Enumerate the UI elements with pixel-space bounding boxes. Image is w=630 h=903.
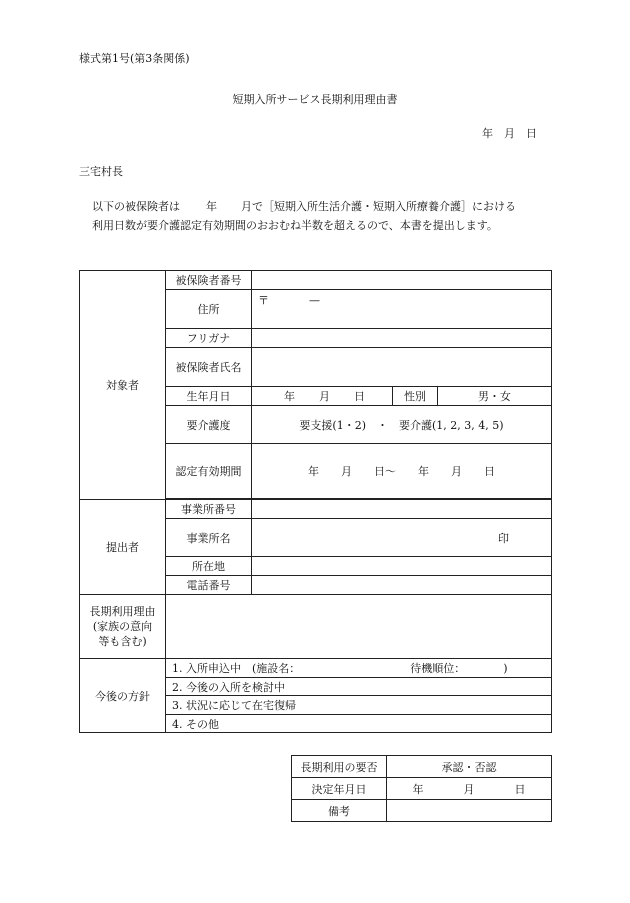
intro-line-2: 利用日数が要介護認定有効期間のおおむね半数を超えるので、本書を提出します。 [92,219,498,232]
row-remarks [292,800,552,822]
insured-name-label: 被保険者氏名 [166,348,252,387]
furigana-field[interactable] [252,329,552,348]
submitter-section-label: 提出者 [80,500,166,595]
reason-label [80,595,166,659]
reason-field[interactable] [166,595,552,659]
cert-period-value[interactable]: 年 月 日～ 年 月 日 [252,444,552,499]
intro-line-1 [92,198,516,214]
postal-dash: — [309,294,320,307]
office-number-input[interactable] [252,500,540,518]
insured-name-input[interactable] [252,358,540,376]
birthdate-sex-subtable [252,387,551,405]
row-policy-1 [80,659,552,678]
birthdate-field[interactable] [252,387,393,405]
reason-label-line2: (家族の意向 [92,620,153,633]
decision-date-label: 決定年月日 [292,778,387,800]
furigana-input[interactable] [252,329,540,347]
reason-label-line1: 長期利用理由 [89,605,156,618]
form-number: 様式第1号(第3条関係) [79,52,190,65]
row-insured-number [80,271,552,290]
policy-option-3[interactable]: 3. 状況に応じて在宅復帰 [166,696,552,715]
intro-text-a: 以下の被保険者は [92,200,180,213]
location-label: 所在地 [166,557,252,576]
birth-month: 月 [319,390,330,403]
policy-1-close: ) [503,662,508,675]
location-input[interactable] [252,557,540,575]
insured-number-label: 被保険者番号 [166,271,252,290]
office-number-label: 事業所番号 [166,500,252,519]
decision-month: 月 [463,782,475,796]
date-line: 年 月 日 [482,127,537,140]
policy-option-4[interactable]: 4. その他 [166,715,552,733]
decision-day: 日 [514,782,526,796]
office-name-label: 事業所名 [166,519,252,557]
addressee: 三宅村長 [79,165,123,178]
policy-option-2[interactable]: 2. 今後の入所を検討中 [166,678,552,696]
phone-field[interactable] [252,576,552,595]
row-reason [80,595,552,659]
postal-mark: 〒 [258,294,269,307]
seal-mark: 印 [498,531,509,545]
birthdate-label: 生年月日 [166,387,252,406]
policy-section-label: 今後の方針 [80,659,166,733]
reason-label-line3: 等も含む) [98,635,147,648]
insured-number-field[interactable] [252,271,552,290]
row-decision-date [292,778,552,800]
birth-day: 日 [354,390,365,403]
phone-input[interactable] [252,576,540,594]
intro-year: 年 [206,200,217,213]
row-office-number [80,500,552,519]
birthdate-sex-cell [252,387,552,406]
care-level-value[interactable]: 要支援(1・2) ・ 要介護(1, 2, 3, 4, 5) [252,406,552,444]
main-form-table [79,270,552,733]
address-label: 住所 [166,290,252,329]
approval-table [291,755,552,822]
remarks-label: 備考 [292,800,387,822]
policy-1-wait: 待機順位： [410,662,466,675]
approval-needed-value[interactable]: 承認・否認 [387,756,552,778]
document-title: 短期入所サービス長期利用理由書 [232,93,398,106]
insured-name-field[interactable] [252,348,552,387]
office-number-field[interactable] [252,500,552,519]
cert-period-label: 認定有効期間 [166,444,252,499]
sex-label: 性別 [393,387,438,405]
policy-option-1[interactable] [166,659,552,678]
decision-date-field[interactable] [387,778,552,800]
location-field[interactable] [252,557,552,576]
remarks-field[interactable] [387,800,552,822]
policy-1-text: 1. 入所申込中 (施設名： [172,662,301,675]
address-field[interactable] [252,290,552,329]
furigana-label: フリガナ [166,329,252,348]
subject-section-label: 対象者 [80,271,166,500]
decision-year: 年 [412,782,424,796]
insured-number-input[interactable] [252,271,540,289]
intro-month-text: 月で［短期入所生活介護・短期入所療養介護］における [241,200,516,213]
row-approval-needed [292,756,552,778]
office-name-field[interactable] [252,519,552,557]
phone-label: 電話番号 [166,576,252,595]
sex-value[interactable]: 男・女 [478,390,511,403]
care-level-label: 要介護度 [166,406,252,444]
approval-needed-label: 長期利用の要否 [292,756,387,778]
birth-year: 年 [284,390,295,403]
